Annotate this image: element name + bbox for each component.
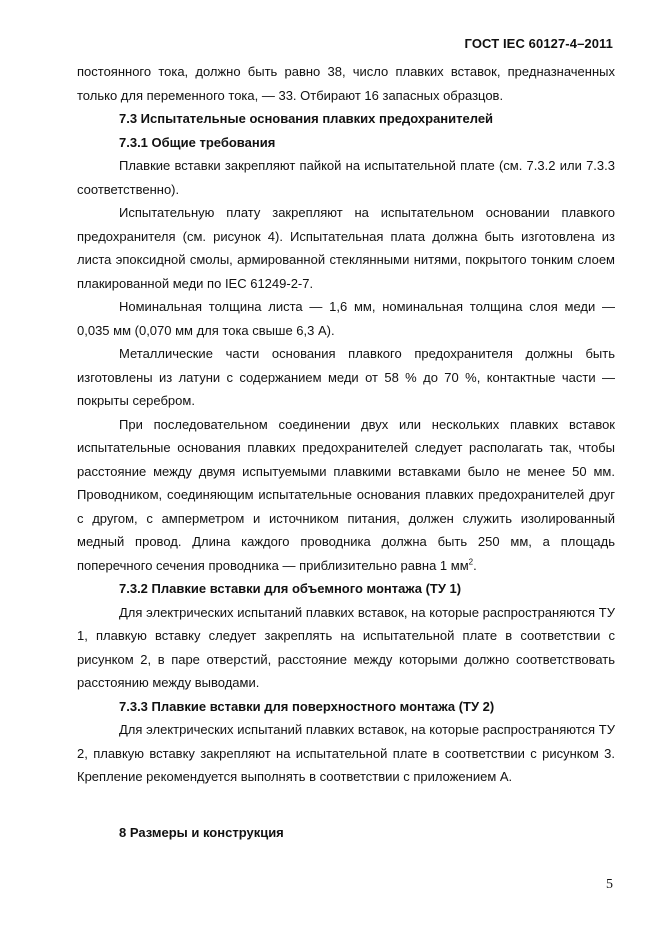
heading-7-3: 7.3 Испытательные основания плавких предохранителей	[119, 111, 494, 126]
paragraph-thickness: Номинальная толщина листа — 1,6 мм, номинальная толщина слоя меди — 0,035 мм (0,070 мм для тока свыше 6,3 А).	[77, 299, 615, 338]
superscript-2: 2	[468, 557, 474, 567]
heading-7-3-2: 7.3.2 Плавкие вставки для объемного монтажа (ТУ 1)	[119, 581, 462, 596]
paragraph-metal-parts: Металлические части основания плавкого предохранителя должны быть изготовлены из латуни с содержанием меди от 58 % до 70 %, контактные части — покрыты серебром.	[77, 346, 615, 408]
heading-7-3-3: 7.3.3 Плавкие вставки для поверхностного монтажа (ТУ 2)	[119, 698, 495, 714]
document-body	[77, 60, 615, 844]
page-number: 5	[606, 877, 613, 892]
paragraph-test-board: Испытательную плату закрепляют на испытательном основании плавкого предохранителя (см. рисунок 4). Испытательная плата должна быть изготовлена из листа эпоксидной смолы, армированной стеклянными нитями, покрытого тонким слоем плакированной меди по IEC 61249-2-7.	[77, 205, 615, 291]
series-connection-end: .	[473, 557, 477, 573]
paragraph-through-hole: Для электрических испытаний плавких вставок, на которые распространяются ТУ 1, плавкую вставку следует закреплять на испытательной плате в соответствии с рисунком 2, в паре отверстий, расстояние между которыми должно соответствовать расстоянию между выводами.	[77, 604, 615, 690]
section-gap	[77, 789, 615, 821]
heading-7-3-1: 7.3.1 Общие требования	[119, 134, 276, 150]
heading-8: 8 Размеры и конструкция	[119, 824, 284, 840]
document-header: ГОСТ IEC 60127-4–2011	[464, 36, 613, 51]
paragraph-surface-mount: Для электрических испытаний плавких вставок, на которые распространяются ТУ 2, плавкую вставку закрепляют на испытательной плате в соответствии с рисунком 3. Крепление рекомендуется выполнять в соответствии с приложением А.	[77, 722, 615, 784]
paragraph-continuation: постоянного тока, должно быть равно 38, число плавких вставок, предназначенных только для переменного тока, — 33. Отбирают 16 запасных образцов.	[77, 64, 615, 103]
paragraph-soldering: Плавкие вставки закрепляют пайкой на испытательной плате (см. 7.3.2 или 7.3.3 соответственно).	[77, 158, 615, 197]
series-connection-text: При последовательном соединении двух или нескольких плавких вставок испытательные основания плавких предохранителей следует располагать так, чтобы расстояние между двумя испытуемыми плавкими вставками было не менее 50 мм. Проводником, соединяющим испытательные основания плавких предохранителей друг с другом, с амперметром и источником питания, должен служить изолированный медный провод. Длина каждого проводника должна быть 250 мм, а площадь поперечного сечения проводника — приблизительно равна 1 мм	[77, 416, 615, 573]
paragraph-series-connection	[77, 413, 615, 578]
